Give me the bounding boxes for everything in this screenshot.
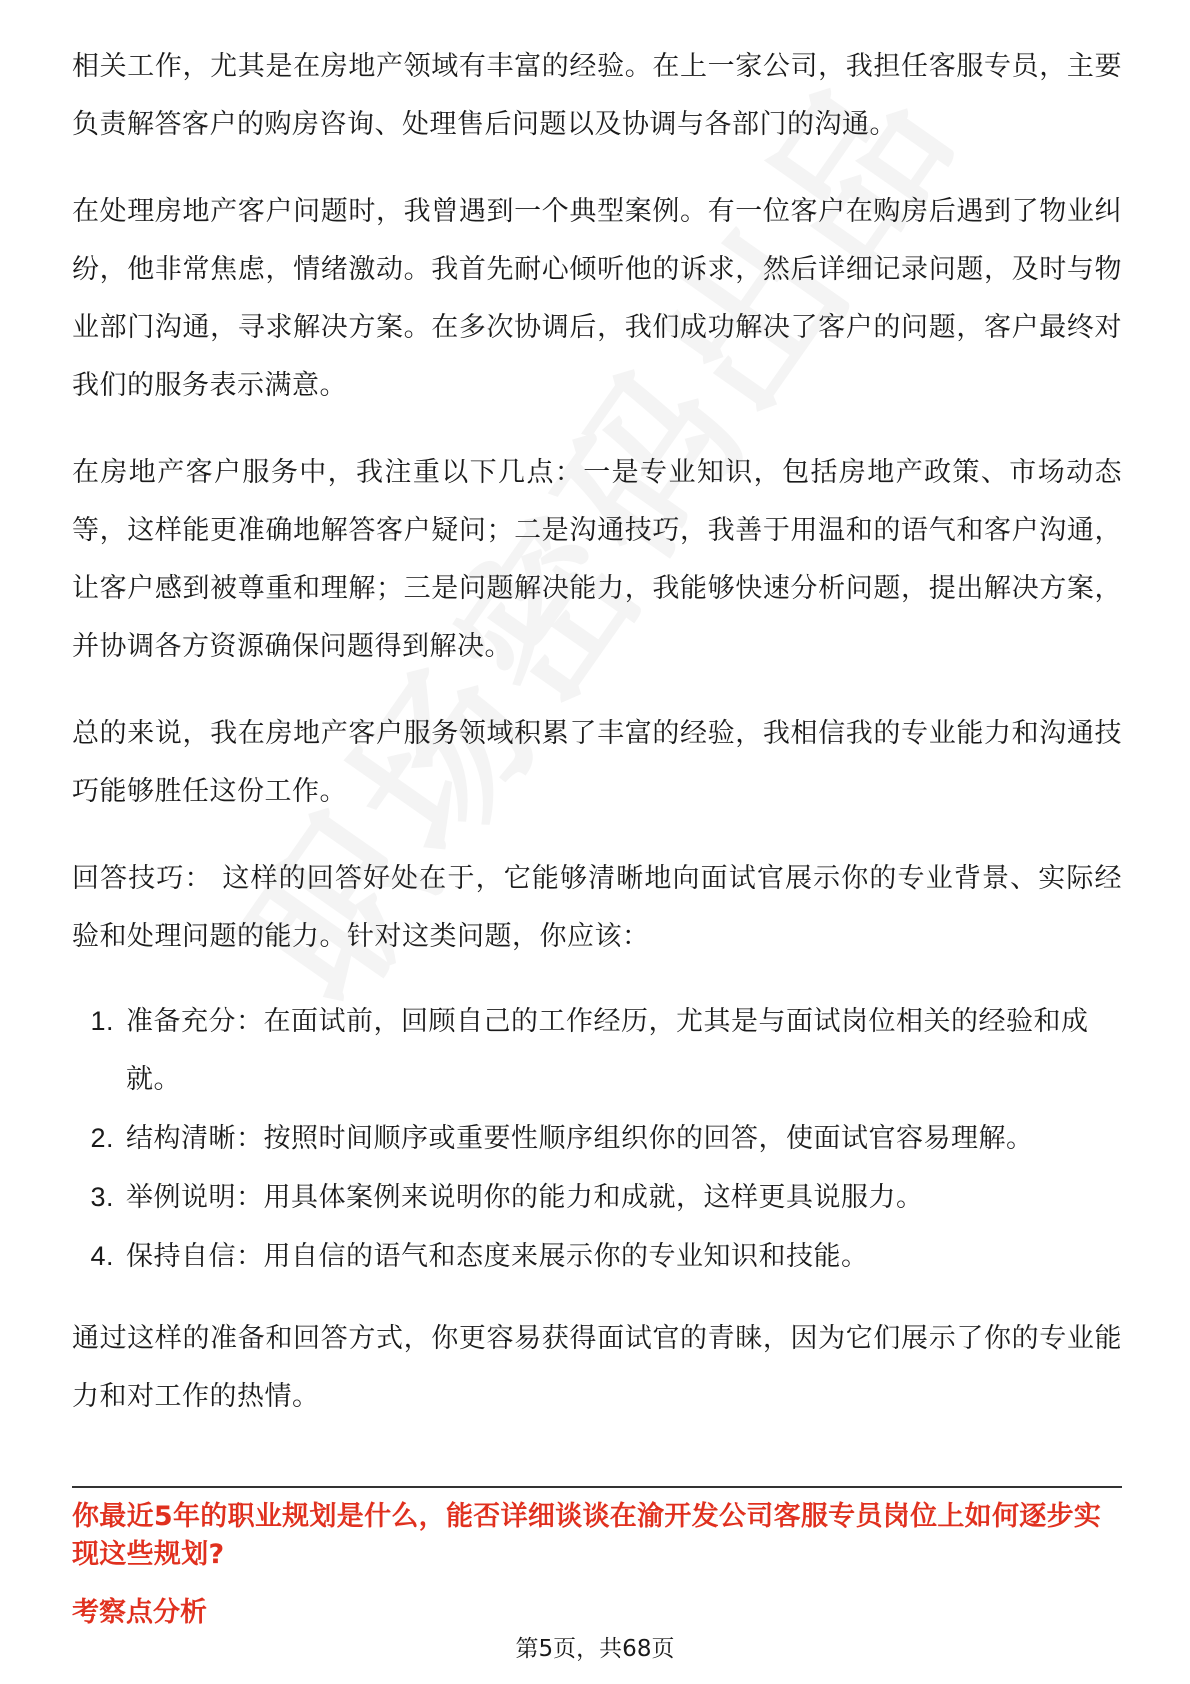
list-item: 2. 结构清晰：按照时间顺序或重要性顺序组织你的回答，使面试官容易理解。 — [122, 1109, 1122, 1168]
tips-list — [72, 992, 1122, 1286]
section-divider — [72, 1486, 1122, 1488]
list-item: 3. 举例说明：用具体案例来说明你的能力和成就，这样更具说服力。 — [122, 1168, 1122, 1227]
answer-body — [72, 38, 1122, 1455]
list-item: 1. 准备充分：在面试前，回顾自己的工作经历，尤其是与面试岗位相关的经验和成就。 — [122, 992, 1122, 1109]
paragraph-conclusion: 通过这样的准备和回答方式，你更容易获得面试官的青睐，因为它们展示了你的专业能力和对工作的热情。 — [72, 1323, 1122, 1412]
page-number: 第5页，共68页 — [515, 1636, 675, 1662]
paragraph-summary: 总的来说，我在房地产客户服务领域积累了丰富的经验，我相信我的专业能力和沟通技巧能够胜任这份工作。 — [72, 718, 1122, 807]
list-item: 4. 保持自信：用自信的语气和态度来展示你的专业知识和技能。 — [122, 1227, 1122, 1286]
analysis-heading: 考察点分析 — [72, 1597, 207, 1628]
paragraph-experience: 相关工作，尤其是在房地产领域有丰富的经验。在上一家公司，我担任客服专员，主要负责解答客户的购房咨询、处理售后问题以及协调与各部门的沟通。 — [72, 51, 1122, 140]
question-heading: 你最近5年的职业规划是什么，能否详细谈谈在渝开发公司客服专员岗位上如何逐步实现这些规划? — [72, 1501, 1102, 1570]
paragraph-case-example: 在处理房地产客户问题时，我曾遇到一个典型案例。有一位客户在购房后遇到了物业纠纷，他非常焦虑，情绪激动。我首先耐心倾听他的诉求，然后详细记录问题，及时与物业部门沟通，寻求解决方案。在多次协调后，我们成功解决了客户的问题，客户最终对我们的服务表示满意。 — [72, 196, 1122, 401]
paragraph-service-focus: 在房地产客户服务中，我注重以下几点：一是专业知识，包括房地产政策、市场动态等，这样能更准确地解答客户疑问；二是沟通技巧，我善于用温和的语气和客户沟通，让客户感到被尊重和理解；三是问题解决能力，我能够快速分析问题，提出解决方案，并协调各方资源确保问题得到解决。 — [72, 457, 1122, 662]
paragraph-answer-tips: 回答技巧： 这样的回答好处在于，它能够清晰地向面试官展示你的专业背景、实际经验和处理问题的能力。针对这类问题，你应该： — [72, 863, 1122, 952]
